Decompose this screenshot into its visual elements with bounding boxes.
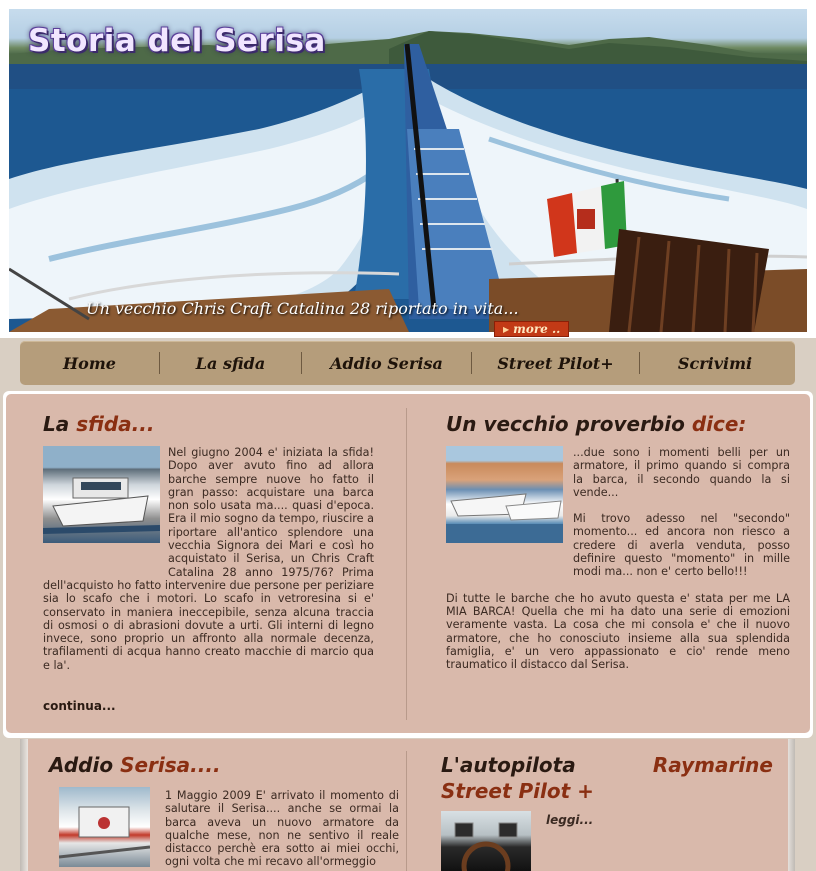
proverbio-text-float [446, 446, 573, 571]
header-banner [0, 0, 816, 338]
proverbio-title-highlight: dice: [691, 412, 747, 436]
more-button-label: more .. [513, 322, 561, 336]
proverbio-paragraph-2: Mi trovo adesso nel "secondo" momento... ed ancora non riesco a credere di averla venduta, posso definire questo "momento" in mille modi ma... non e' certo bello!!! [573, 512, 790, 579]
site-title: Storia del Serisa [28, 23, 326, 59]
nav-item-scrivimi[interactable]: Scrivimi [677, 353, 753, 373]
sfida-paragraph: Nel giugno 2004 e' iniziata la sfida! Dopo aver avuto fino ad allora barche sempre nuove ho fatto il gran passo: acquistare una barca non solo usata ma.... quasi d'epoca. Era il mio sogno da tempo, riuscire a riportare all'antico splendore una vecchia Signora dei Mari e così ho acquistato il Serisa, un Chris Craft Catalina 28 anno 1975/76? Prima dell'acquisto ho fatto intervenire due persone per periziare sia lo scafo che i motori. Lo scafo in vetroresina si e' conservato in maniera ineccepibile, senza alcuna traccia di osmosi o di abrasioni dovute a urti. Gli interni di legno invece, sono proprio un affronto alla normale decenza, trafilamenti di acqua hanno creato macchie di marcio qua e la'. [43, 446, 374, 672]
main-navigation [20, 341, 795, 385]
bottom-column-divider [406, 751, 407, 871]
proverbio-text [446, 446, 790, 671]
more-button[interactable] [494, 321, 569, 337]
nav-item-addio-serisa[interactable]: Addio Serisa [302, 352, 472, 374]
column-divider [406, 408, 407, 720]
content-panel-inner [6, 394, 810, 733]
bottom-section-inner [28, 739, 788, 871]
nav-item-street-pilot[interactable]: Street Pilot+ [472, 352, 640, 374]
sfida-text [43, 446, 374, 672]
autopilota-title-brand: Raymarine [652, 753, 773, 777]
sfida-text-float [43, 446, 168, 566]
addio-title-highlight: Serisa.... [120, 753, 221, 777]
autopilota-title [441, 753, 773, 803]
content-panel [3, 391, 813, 738]
autopilota-title-prefix: L'autopilota [441, 753, 576, 777]
proverbio-paragraph-1: ...due sono i momenti belli per un armatore, il primo quando si compra la barca, il secondo quando la si vende... [573, 446, 790, 499]
sfida-continua-link[interactable]: continua... [43, 699, 116, 713]
autopilota-title-line1 [441, 753, 773, 777]
bottom-section [20, 739, 795, 871]
proverbio-title-prefix: Un vecchio proverbio [446, 412, 692, 436]
autopilota-title-model: Street Pilot + [441, 779, 594, 803]
sfida-title [43, 412, 154, 436]
proverbio-title [446, 412, 746, 436]
arrow-right-icon: ▶ [503, 324, 510, 334]
sfida-title-prefix: La [43, 412, 77, 436]
proverbio-paragraph-3: Di tutte le barche che ho avuto questa e' stata per me LA MIA BARCA! Quella che mi ha dato una serie di emozioni veramente vasta. La cosa che mi consola e' che il nuovo armatore, che ho conosciuto insieme alla sua splendida famiglia, e' un vero appassionato e cio' rende meno traumatico il distacco dal Serisa. [446, 591, 790, 672]
nav-item-la-sfida[interactable]: La sfida [160, 352, 302, 374]
header-tagline: Un vecchio Chris Craft Catalina 28 riportato in vita... [86, 299, 519, 318]
addio-text: 1 Maggio 2009 E' arrivato il momento di salutare il Serisa.... anche se ormai la barca aveva un nuovo armatore da qualche mese, non ne sentivo il reale distacco perchè era sotto ai miei occhi, ogni volta che mi recavo all'ormeggio [165, 789, 399, 869]
sfida-title-highlight: sfida... [76, 412, 155, 436]
addio-title-prefix: Addio [49, 753, 121, 777]
addio-boat-photo [59, 787, 150, 867]
addio-title [49, 753, 221, 777]
autopilota-helm-photo [441, 811, 531, 871]
autopilota-leggi-link[interactable]: leggi... [546, 813, 594, 827]
nav-item-home[interactable]: Home [20, 352, 160, 374]
banner-photo [9, 9, 807, 332]
